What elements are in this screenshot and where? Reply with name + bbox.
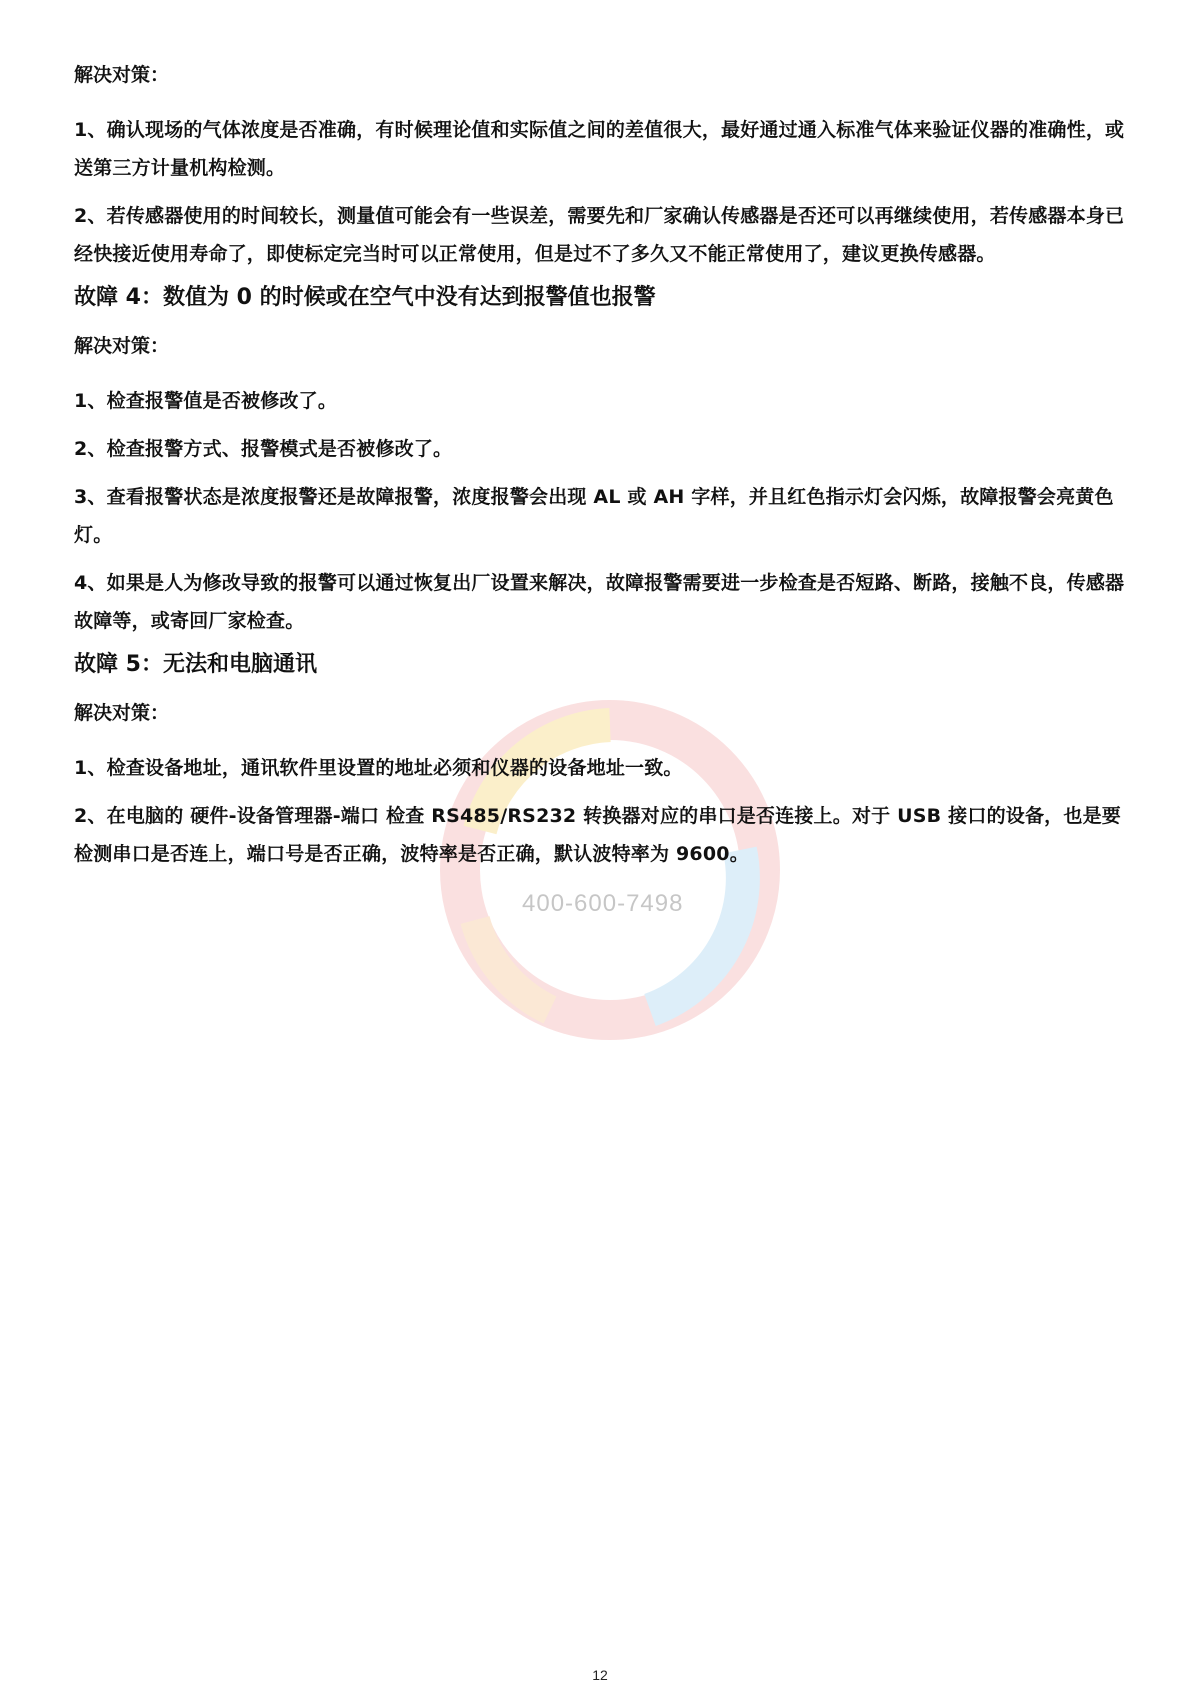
document-page — [74, 62, 1136, 883]
solution-item: 2、检查报警方式、报警模式是否被修改了。 — [74, 438, 453, 460]
solution-item: 2、在电脑的 硬件-设备管理器-端口 检查 RS485/RS232 转换器对应的串口是否连接上。对于 USB 接口的设备，也是要检测串口是否连上，端口号是否正确，波特率是否正确，默认波特率为 9600。 — [74, 805, 1121, 865]
solution-item: 1、确认现场的气体浓度是否准确，有时候理论值和实际值之间的差值很大，最好通过通入标准气体来验证仪器的准确性，或送第三方计量机构检测。 — [74, 119, 1125, 179]
solution-item: 4、如果是人为修改导致的报警可以通过恢复出厂设置来解决，故障报警需要进一步检查是否短路、断路，接触不良，传感器故障等，或寄回厂家检查。 — [74, 572, 1125, 632]
solution-item: 1、检查设备地址，通讯软件里设置的地址必须和仪器的设备地址一致。 — [74, 757, 683, 779]
solution-item: 2、若传感器使用的时间较长，测量值可能会有一些误差，需要先和厂家确认传感器是否还可以再继续使用，若传感器本身已经快接近使用寿命了，即使标定完当时可以正常使用，但是过不了多久又不能正常使用了，建议更换传感器。 — [74, 205, 1125, 265]
solution-item: 1、检查报警值是否被修改了。 — [74, 390, 338, 412]
page-number: 12 — [592, 1667, 608, 1683]
solution-label: 解决对策： — [74, 335, 170, 357]
watermark-phone: 400-600-7498 — [522, 890, 684, 917]
fault-heading: 故障 4：数值为 0 的时候或在空气中没有达到报警值也报警 — [74, 285, 656, 310]
solution-label: 解决对策： — [74, 64, 170, 86]
solution-item: 3、查看报警状态是浓度报警还是故障报警，浓度报警会出现 AL 或 AH 字样，并且红色指示灯会闪烁，故障报警会亮黄色灯。 — [74, 486, 1114, 546]
solution-label: 解决对策： — [74, 702, 170, 724]
fault-heading: 故障 5：无法和电脑通讯 — [74, 652, 317, 677]
